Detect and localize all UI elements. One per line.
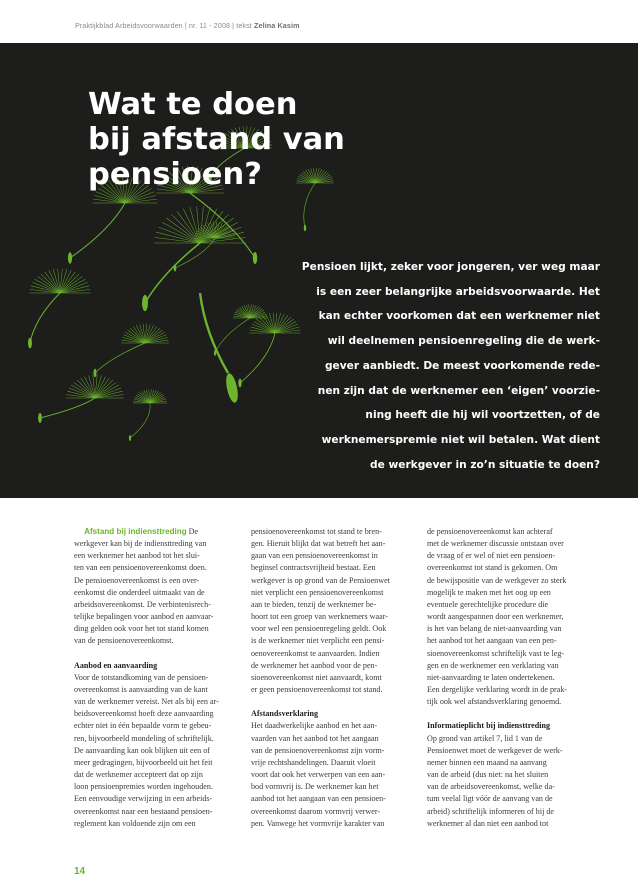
lede-line: Pensioen lijkt, zeker voor jongeren, ver weg maar (301, 261, 600, 273)
seed-filament (95, 385, 119, 398)
lede-line: gever aanbiedt. De meest voorkomende rede- (324, 359, 600, 372)
paragraph-block (251, 526, 419, 696)
text-line: is de werknemer niet verplicht een pensi- (251, 636, 385, 646)
text-line: vrije rechtshandelingen. Daaruit vloeit (251, 757, 376, 767)
seed-body (304, 225, 306, 232)
text-line: voort dat ook het verwerpen van een aan- (251, 770, 386, 780)
title-line: pensioen? (88, 157, 262, 192)
text-line: reglement kan voldoende zijn om een (74, 818, 196, 828)
text-line: dat de werknemer accepteert dat op zijn (74, 770, 203, 780)
section-heading: Aanbod en aanvaarding (74, 660, 158, 670)
text-line: gen. Hieruit blijkt dat wat betreft het aan- (251, 539, 386, 549)
text-line: Pensioenwet moet de werkgever de werk- (427, 745, 563, 755)
text-line: van de arbeidsovereenkomst, welke da- (427, 782, 555, 792)
seed-body (224, 372, 240, 403)
lede-line: werknemerspremie niet wil betalen. Wat dient (321, 433, 600, 446)
text-line: beidsovereenkomst hoeft deze aanvaarding (74, 709, 214, 719)
text-line: overeenkomst tot stand is gekomen. Om (427, 563, 558, 573)
seed-stem (240, 333, 275, 383)
text-line: de pensioenovereenkomst kan achteraf (427, 527, 553, 536)
text-line: voor wel een pensioenregeling geldt. Ook (251, 624, 387, 634)
seed-body (129, 435, 131, 441)
text-line: de bewijspositie van de werkgever zo sterk (427, 575, 567, 585)
text-line: vaarden van het aanbod tot het aangaan (251, 733, 379, 743)
section-heading: Informatieplicht bij indiensttreding (427, 721, 551, 731)
text-line: de vraag of er wel of niet een pensioen- (427, 551, 556, 561)
article-lede (300, 255, 600, 477)
text-line: sioenovereenkomst schriftelijk vast te leg- (427, 648, 565, 658)
text-line: nemer binnen een maand na aanvang (427, 757, 547, 767)
text-line: aan te bieden, tenzij de werknemer be- (251, 599, 377, 609)
text-line: echter niet in één bepaalde vorm te gebeu- (74, 721, 212, 731)
text-line: Op grond van artikel 7, lid 1 van de (427, 733, 543, 743)
text-line: van de pensioenovereenkomst zijn vorm- (251, 745, 385, 755)
text-line: pen. Vanwege het vormvrije karakter van (251, 818, 385, 828)
seed-filament (275, 322, 296, 334)
seed-body (253, 252, 257, 264)
text-line: overeenkomst is aanvaarding van de kant (74, 685, 208, 695)
text-line: overeenkomst daarom vormvrij verwer- (251, 806, 381, 816)
text-line: van de werknemer vereist. Net als bij een ar- (74, 697, 219, 707)
seed-stem (190, 193, 255, 258)
seed-filament (71, 385, 95, 398)
seed-stem (70, 203, 125, 258)
text-line: er geen pensioenovereenkomst tot stand. (251, 685, 383, 695)
text-line: beginsel contractsvrijheid bestaat. Een (251, 563, 376, 573)
text-line: Een dergelijke verklaring wordt in de prak- (427, 685, 568, 695)
text-line: ren, bijvoorbeeld mondeling of schriftelijk. (74, 733, 214, 743)
seed-filament (166, 218, 200, 243)
title-line: bij afstand van (88, 122, 345, 157)
author-name: Zelina Kasim (254, 21, 300, 30)
text-line: tum veelal ligt vóór de aanvang van de (427, 794, 553, 804)
text-line: gaan van een pensioenovereenkomst in (251, 551, 378, 561)
seed-filament (35, 279, 60, 293)
lede-line: de werkgever in zo’n situatie te doen? (370, 458, 600, 471)
text-line: De aanvaarding kan ook blijken uit een of (74, 745, 210, 755)
paragraph-block (74, 538, 242, 647)
seed-stem (40, 398, 95, 418)
seed-filament (145, 332, 165, 343)
text-line: werknemer al dan niet een aanbod tot (427, 818, 549, 828)
hero-banner (0, 43, 638, 498)
body-column-2 (251, 526, 419, 830)
text-line: van de pensioenovereenkomst. (74, 636, 174, 646)
lede-line: wil deelnemen pensioenregeling die de werk- (327, 335, 600, 348)
lede-line: is een zeer belangrijke arbeidsvoorwaarde. Het (316, 285, 600, 298)
seed-filament (125, 332, 145, 343)
text-line: een werknemer het aanbod tot het slui- (74, 551, 200, 561)
page-number: 14 (74, 866, 86, 877)
text-line: overeenkomst naar een bestaand pensioen- (74, 806, 213, 816)
text-line: ten van een pensioenovereenkomst doen. (74, 563, 207, 573)
text-line: sioenovereenkomst niet aanvaardt, komt (251, 672, 382, 682)
text-line: bod vormvrij is. De werknemer kan het (251, 782, 379, 792)
seed-stem (215, 318, 250, 353)
article-title (88, 87, 345, 192)
title-line: Wat te doen (88, 87, 298, 122)
section-heading: Afstandsverklaring (251, 709, 319, 719)
text-line: eventuele gerechtelijke procedure die (427, 599, 549, 609)
lede-line: ning heeft die hij wil voortzetten, of de (365, 409, 600, 422)
body-column-1 (74, 526, 242, 830)
text-line: met de werknemer discussie ontstaan over (427, 539, 564, 549)
text-line: werkgever is op grond van de Pensioenwet (251, 575, 390, 585)
text-line: tijk ook wel afstandsverklaring genoemd. (427, 697, 562, 707)
running-header (75, 21, 595, 30)
text-line: werkgever kan bij de indiensttreding van (74, 539, 207, 549)
seed-stem (200, 293, 228, 373)
text-line: telijke bepalingen voor aanbod en aanvaar- (74, 612, 214, 622)
seed-body (174, 264, 177, 271)
text-line: Het daadwerkelijke aanbod en het aan- (251, 721, 378, 731)
body-column-3 (427, 526, 595, 830)
seed-body (28, 338, 32, 349)
section-lead-in: Afstand bij indiensttreding (84, 527, 187, 536)
lede-line: kan echter voorkomen dat een werknemer niet (318, 310, 600, 323)
seed-body (38, 413, 42, 423)
text-line: De pensioenovereenkomst is een over- (74, 575, 200, 585)
paragraph-block (251, 720, 419, 829)
text-line: meer gedragingen, bijvoorbeeld uit het feit (74, 757, 213, 767)
paragraph-text: De (186, 527, 199, 536)
text-line: niet verplicht een pensioenovereenkomst (251, 587, 384, 597)
paragraph-block (427, 526, 595, 708)
seed-body (93, 369, 96, 377)
text-line: pensioenovereenkomst tot stand te bren- (251, 527, 382, 536)
text-line: wordt aangespannen door een werknemer, (427, 612, 564, 622)
seed-stem (95, 343, 145, 373)
text-line: arbeidsovereenkomst. De verbintenisrech- (74, 599, 211, 609)
seed-stem (130, 403, 150, 438)
text-line: van de arbeid (dus niet: na het sluiten (427, 770, 549, 780)
magazine-info: Praktijkblad Arbeidsvoorwaarden | nr. 11 - 2008 | tekst (75, 21, 252, 30)
text-line: de werknemer het aanbod voor de pen- (251, 660, 378, 670)
text-line: oenovereenkomst te aanvaarden. Indien (251, 648, 380, 658)
text-line: eenkomst die onderdeel uitmaakt van de (74, 587, 205, 597)
seed-stem (30, 293, 60, 343)
text-line: ding gelden ook voor het tot stand komen (74, 624, 209, 634)
lede-line: nen zijn dat de werknemer een ‘eigen’ voorzie- (317, 384, 600, 397)
text-line: hoort tot een groep van werknemers waar- (251, 612, 388, 622)
first-line (74, 526, 242, 538)
seed-body (68, 252, 72, 263)
paragraph-block (427, 733, 595, 830)
text-line: gen en de werknemer een verklaring van (427, 660, 559, 670)
text-line: loon pensioenpremies worden ingehouden. (74, 782, 213, 792)
text-line: is het van belang de niet-aanvaarding van (427, 624, 562, 634)
seed-body (238, 379, 241, 388)
text-line: Voor de totstandkoming van de pensioen- (74, 672, 209, 682)
text-line: aanbod tot het aangaan van een pensioen- (251, 794, 386, 804)
seed-stem (145, 243, 200, 303)
seed-filament (162, 222, 200, 243)
seed-body (142, 295, 148, 311)
text-line: arbeid) schriftelijk informeren of hij de (427, 806, 554, 816)
text-line: Een eenvoudige verwijzing in een arbeids- (74, 794, 213, 804)
text-line: het aanbod tot het aangaan van een pen- (427, 636, 557, 646)
text-line: niet-aanvaarding te laten ondertekenen. (427, 672, 555, 682)
seed-filament (60, 279, 85, 293)
text-line: mogelijk te maken met het oog op een (427, 587, 551, 597)
seed-filament (254, 322, 275, 334)
paragraph-block (74, 672, 242, 830)
